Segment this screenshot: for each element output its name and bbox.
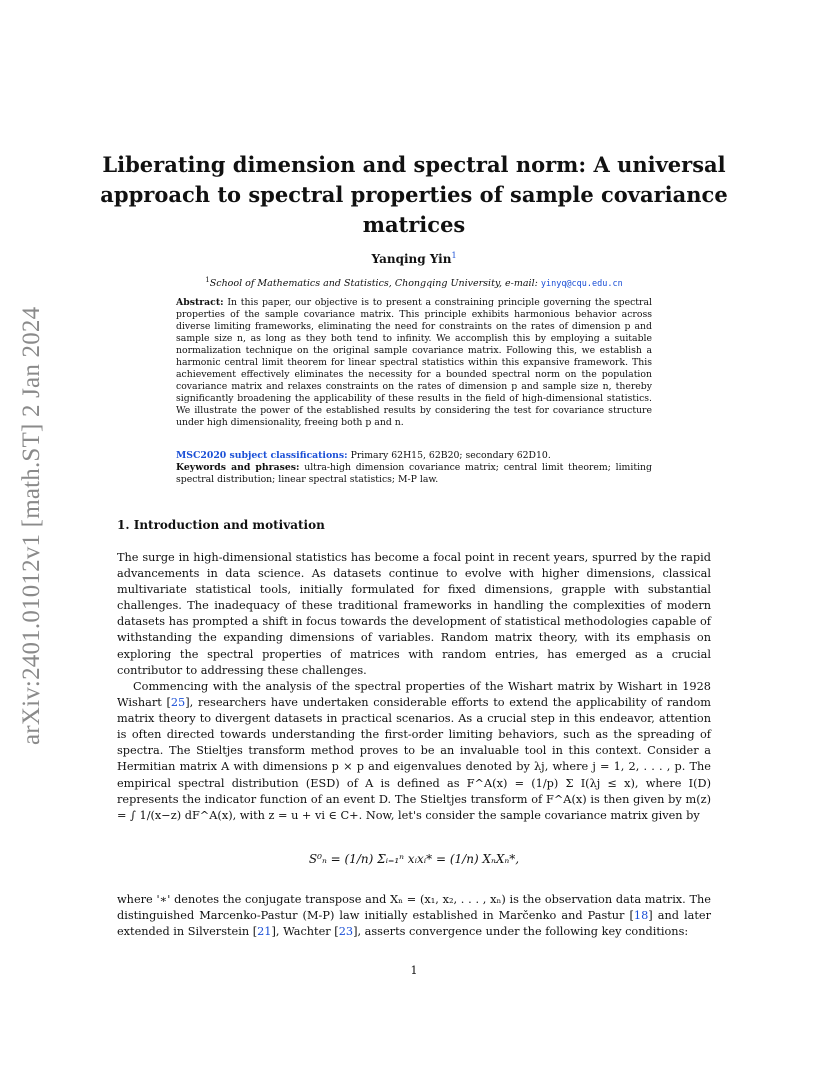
affil-mark: 1 — [205, 276, 210, 284]
abstract-text: In this paper, our objective is to present a constraining principle governing the spectral properties of the sample covariance matrix. This principle exhibits harmonious behavior across diverse limiting frameworks, eliminating the need for constraints on the rates of dimension p and sample size n, as long as they both tend to infinity. We accomplish this by employing a suitable normalization technique on the original sample covariance matrix. Following this, we establish a harmonic central limit theorem for linear spectral statistics within this expansive framework. This achievement effectively eliminates the necessity for a bounded spectral norm on the population covariance matrix and relaxes constraints on the rates of dimension p and sample size n, thereby significantly broadening the applicability of these results in the field of high-dimensional statistics. We illustrate the power of the established results by considering the test for covariance structure under high dimensionality, freeing both p and n. — [176, 297, 652, 428]
author-name: Yanqing Yin — [371, 252, 452, 266]
msc-classifications — [176, 450, 652, 462]
p3-text-d: ], asserts convergence under the following key conditions: — [353, 925, 689, 939]
affiliation — [0, 276, 828, 289]
author — [0, 251, 828, 266]
p3-text-b: ] and later extended in Silverstein [ — [117, 909, 711, 939]
author-email-link[interactable]: yinyq@cqu.edu.cn — [540, 279, 623, 290]
p3-text-a: where '∗' denotes the conjugate transpose and Xₙ = (x₁, x₂, . . . , xₙ) is the observation data matrix. The distinguished Marcenko-Pastur (M-P) law initially established in Marčenko and Pastur [ — [117, 893, 711, 923]
author-affil-mark[interactable]: 1 — [451, 251, 457, 260]
citation-25[interactable]: 25 — [170, 696, 186, 710]
section-heading — [117, 518, 325, 532]
abstract — [176, 297, 652, 429]
p2-text-a: Commencing with the analysis of the spectral properties of the Wishart matrix by Wishart in 1928 Wishart [ — [117, 680, 711, 710]
citation-18[interactable]: 18 — [633, 909, 649, 923]
intro-paragraph-2 — [117, 679, 711, 824]
section-title: Introduction and motivation — [133, 518, 325, 532]
msc-text: Primary 62H15, 62B20; secondary 62D10. — [350, 450, 551, 461]
p2-text-b: ], researchers have undertaken considerable efforts to extend the applicability of random matrix theory to divergent datasets in practical scenarios. As a crucial step in this endeavor, attention is often directed towards understanding the first-order limiting behaviors, such as the spreading of spectra. The Stieltjes transform method proves to be an invaluable tool in this context. Consider a Hermitian matrix A with dimensions p × p and eigenvalues denoted by λj, where j = 1, 2, . . . , p. The empirical spectral distribution (ESD) of A is defined as F^A(x) = (1/p) Σ I(λj ≤ x), where I(D) represents the indicator function of an event D. The Stieltjes transform of F^A(x) is then given by m(z) = ∫ 1/(x−z) dF^A(x), with z = u + vi ∈ C+. Now, let's consider the sample covariance matrix given by — [117, 696, 711, 822]
affil-text: School of Mathematics and Statistics, Chongqing University, e-mail: — [209, 278, 541, 290]
citation-21[interactable]: 21 — [257, 925, 272, 939]
keywords — [176, 462, 652, 486]
arxiv-stamp: arXiv:2401.01012v1 [math.ST] 2 Jan 2024 — [18, 306, 45, 745]
sample-covariance-equation: S⁰ₙ = (1/n) Σᵢ₌₁ⁿ xᵢxᵢ* = (1/n) XₙXₙ*, — [308, 852, 520, 866]
msc-link[interactable]: MSC2020 subject classifications: — [176, 450, 348, 461]
keywords-text: ultra-high dimension covariance matrix; central limit theorem; limiting spectral distribution; linear spectral statistics; M-P law. — [176, 462, 652, 485]
paper-title: Liberating dimension and spectral norm: A universal approach to spectral properties of sample covariance matrices — [100, 152, 728, 237]
page-number: 1 — [410, 964, 418, 977]
citation-23[interactable]: 23 — [338, 925, 354, 939]
keywords-label: Keywords and phrases: — [176, 462, 300, 473]
intro-paragraph-3 — [117, 892, 711, 940]
abstract-label: Abstract: — [176, 297, 224, 308]
section-number: 1. — [117, 518, 130, 532]
intro-paragraph-1: The surge in high-dimensional statistics has become a focal point in recent years, spurred by the rapid advancements in data science. As datasets continue to evolve with higher dimensions, classical multivariate statistical tools, initially formulated for fixed dimensions, grapple with substantial challenges. The inadequacy of these traditional frameworks in handling the complexities of modern datasets has prompted a shift in focus towards the development of statistical methodologies capable of withstanding the expanding dimensions of variables. Random matrix theory, with its emphasis on exploring the spectral properties of matrices with random entries, has emerged as a crucial contributor to addressing these challenges. — [117, 551, 711, 677]
p3-text-c: ], Wachter [ — [271, 925, 339, 939]
